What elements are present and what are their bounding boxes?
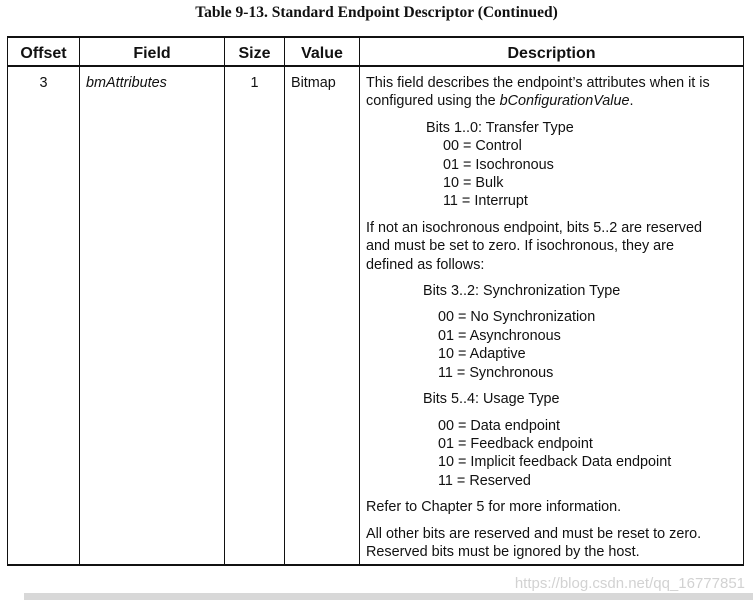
intro-text: configured using the — [366, 93, 500, 110]
transfer-type-heading: Bits 1..0: Transfer Type — [426, 119, 574, 136]
intro-line-2 — [366, 92, 737, 110]
header-description: Description — [360, 37, 744, 66]
intro-line-1: This field describes the endpoint’s attributes when it is — [366, 75, 710, 91]
transfer-item: 00 = Control — [443, 138, 522, 155]
sync-type-heading: Bits 3..2: Synchronization Type — [423, 283, 621, 300]
header-size: Size — [225, 37, 285, 66]
usage-item: 11 = Reserved — [438, 472, 531, 489]
cell-size: 1 — [225, 66, 285, 565]
sync-item: 11 = Synchronous — [438, 364, 554, 381]
sync-item: 00 = No Synchronization — [438, 309, 596, 326]
usage-item: 01 = Feedback endpoint — [438, 435, 593, 452]
sync-item: 01 = Asynchronous — [438, 327, 561, 344]
iso-line-1: If not an isochronous endpoint, bits 5..2 are reserved — [366, 219, 702, 236]
transfer-item: 11 = Interrupt — [443, 193, 528, 210]
config-value-term: bConfigurationValue — [499, 93, 630, 110]
usage-item: 00 = Data endpoint — [438, 417, 561, 434]
reserved-line-2: Reserved bits must be ignored by the host. — [366, 543, 640, 560]
cell-description — [360, 66, 744, 565]
transfer-item: 10 = Bulk — [443, 175, 504, 192]
usage-type-heading: Bits 5..4: Usage Type — [423, 391, 560, 408]
sync-item: 10 = Adaptive — [438, 346, 526, 363]
iso-line-2: and must be set to zero. If isochronous, they are — [366, 238, 674, 255]
cell-value: Bitmap — [285, 66, 360, 565]
watermark: https://blog.csdn.net/qq_16777851 — [514, 575, 745, 592]
header-field: Field — [80, 37, 225, 66]
transfer-item: 01 = Isochronous — [443, 156, 554, 173]
cell-field: bmAttributes — [80, 66, 225, 565]
header-value: Value — [285, 37, 360, 66]
endpoint-descriptor-table — [7, 36, 744, 566]
iso-line-3: defined as follows: — [366, 256, 485, 273]
header-row — [8, 37, 744, 66]
cell-offset: 3 — [8, 66, 80, 565]
table-row — [8, 66, 744, 565]
intro-period: . — [629, 93, 634, 110]
scrollbar-strip — [24, 593, 753, 600]
usage-item: 10 = Implicit feedback Data endpoint — [438, 454, 672, 471]
refer-line: Refer to Chapter 5 for more information. — [366, 499, 622, 516]
header-offset: Offset — [8, 37, 80, 66]
table-caption: Table 9-13. Standard Endpoint Descriptor (Continued) — [195, 4, 558, 21]
reserved-line-1: All other bits are reserved and must be reset to zero. — [366, 525, 702, 542]
